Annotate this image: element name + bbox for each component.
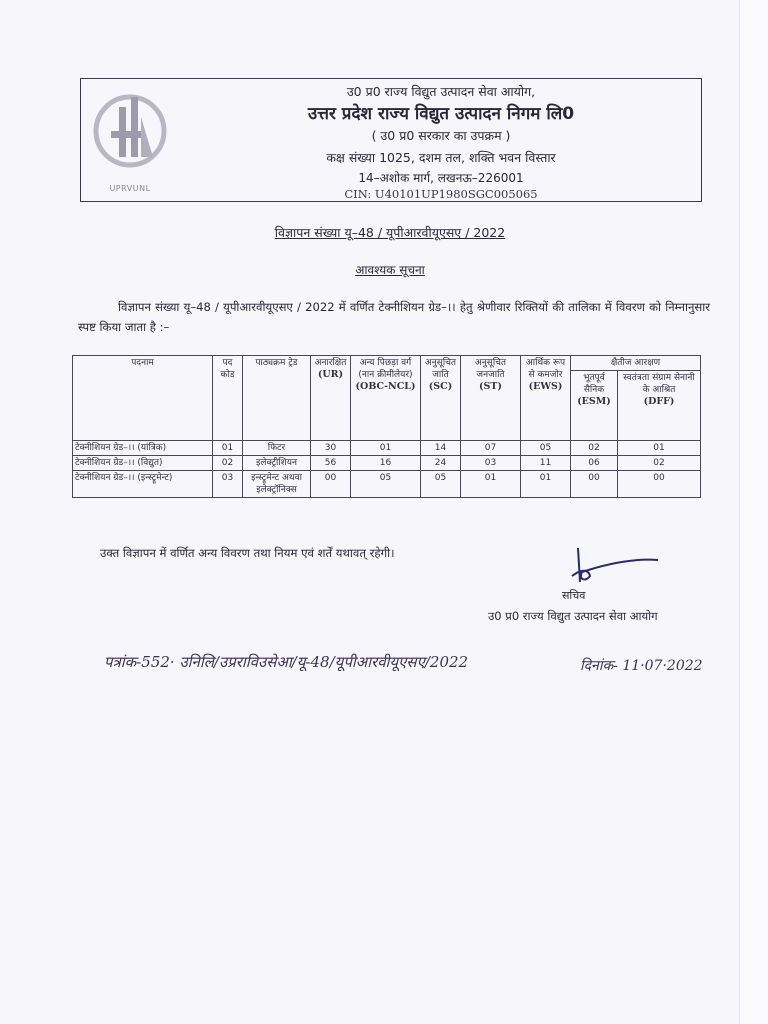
header-trade: पाठ्यक्रम ट्रेड: [243, 356, 311, 441]
letter-date: दिनांक- 11·07·2022: [580, 658, 703, 674]
cell-ews: 11: [521, 456, 571, 471]
letter-reference-number: पत्रांक-552· उनिलि/उप्रराविउसेआ/यू-48/यूपीआरवीयूएसए/2022: [104, 653, 469, 671]
header-esm-hi: भूतपूर्व सैनिक: [583, 373, 605, 395]
cell-dff: 02: [618, 456, 701, 471]
cell-code: 02: [213, 456, 243, 471]
cell-sc: 24: [421, 456, 461, 471]
letterhead: [80, 78, 702, 202]
header-dff: [618, 371, 701, 441]
header-sc-hi: अनुसूचित जाति: [424, 358, 457, 380]
govt-undertaking: ( उ0 प्र0 सरकार का उपक्रम ): [371, 128, 511, 143]
cell-sc: 14: [421, 441, 461, 456]
cell-ur: 30: [311, 441, 351, 456]
cell-st: 01: [461, 471, 521, 498]
header-st: [461, 356, 521, 441]
cell-trade: इन्स्ट्रूमेन्ट अथवा इलेक्ट्रॉनिक्स: [243, 471, 311, 498]
header-post: पदनाम: [73, 356, 213, 441]
header-ur-en: (UR): [317, 369, 344, 380]
table-row: [73, 471, 701, 498]
commission-name: उ0 प्र0 राज्य विद्युत उत्पादन सेवा आयोग,: [346, 84, 536, 99]
remark-text: उक्त विज्ञापन में वर्णित अन्य विवरण तथा नियम एवं शर्तें यथावत् रहेगी।: [100, 546, 395, 560]
logo-emblem-icon: [89, 87, 171, 177]
corporation-name: उत्तर प्रदेश राज्य विद्युत उत्पादन निगम लि0: [307, 104, 575, 124]
cell-sc: 05: [421, 471, 461, 498]
cell-obc: 16: [351, 456, 421, 471]
signatory-organisation: उ0 प्र0 राज्य विद्युत उत्पादन सेवा आयोग: [488, 609, 658, 623]
header-ews-en: (EWS): [528, 381, 563, 392]
cell-st: 03: [461, 456, 521, 471]
header-dff-en: (DFF): [643, 396, 675, 407]
signatory-title: सचिव: [562, 589, 586, 602]
cell-post: टेक्नीशियन ग्रेड–।। (विद्युत): [73, 456, 213, 471]
header-code: पद कोड: [213, 356, 243, 441]
cell-trade: फिटर: [243, 441, 311, 456]
header-obc-hi: अन्य पिछड़ा वर्ग (नान क्रीमीलेयर): [358, 358, 413, 380]
cell-esm: 02: [571, 441, 618, 456]
header-sc-en: (SC): [428, 381, 453, 392]
advertisement-number: विज्ञापन संख्या यू–48 / यूपीआरवीयूएसए / 2022: [274, 225, 506, 240]
cell-ews: 01: [521, 471, 571, 498]
header-sc: [421, 356, 461, 441]
cell-ur: 00: [311, 471, 351, 498]
header-ews: [521, 356, 571, 441]
header-ur-hi: अनारक्षित: [314, 358, 347, 368]
table-row: [73, 456, 701, 471]
header-st-hi: अनुसूचित जनजाति: [474, 358, 507, 380]
cell-post: टेक्नीशियन ग्रेड–।। (इन्स्ट्रूमेन्ट): [73, 471, 213, 498]
header-ur: [311, 356, 351, 441]
page-edge: [739, 0, 768, 1024]
cell-code: 01: [213, 441, 243, 456]
header-obc-en: (OBC-NCL): [355, 381, 416, 392]
cell-esm: 00: [571, 471, 618, 498]
cell-ews: 05: [521, 441, 571, 456]
cell-post: टेक्नीशियन ग्रेड–।। (यांत्रिक): [73, 441, 213, 456]
cell-dff: 01: [618, 441, 701, 456]
cell-obc: 05: [351, 471, 421, 498]
uprvunl-logo: [89, 87, 171, 193]
logo-text: UPRVUNL: [109, 184, 151, 193]
address-line-2: 14–अशोक मार्ग, लखनऊ–226001: [358, 171, 524, 185]
cell-dff: 00: [618, 471, 701, 498]
handwritten-reference: [104, 652, 744, 684]
cell-code: 03: [213, 471, 243, 498]
header-dff-hi: स्वतंत्रता संग्राम सेनानी के आश्रित: [623, 373, 695, 395]
header-ews-hi: आर्थिक रूप से कमजोर: [525, 358, 566, 380]
cell-esm: 06: [571, 456, 618, 471]
header-horizontal: क्षैतीज आरक्षण: [571, 356, 701, 371]
header-esm: [571, 371, 618, 441]
vacancy-table: [72, 355, 701, 498]
address-line-1: कक्ष संख्या 1025, दशम तल, शक्ति भवन विस्तार: [326, 150, 556, 165]
header-esm-en: (ESM): [577, 396, 611, 407]
cell-ur: 56: [311, 456, 351, 471]
notice-title: आवश्यक सूचना: [355, 263, 425, 277]
header-obc: [351, 356, 421, 441]
cell-obc: 01: [351, 441, 421, 456]
cell-trade: इलेक्ट्रीशियन: [243, 456, 311, 471]
header-st-en: (ST): [479, 381, 502, 392]
cin-number: CIN: U40101UP1980SGC005065: [344, 187, 538, 201]
table-row: [73, 441, 701, 456]
notice-body: विज्ञापन संख्या यू–48 / यूपीआरवीयूएसए / 2022 में वर्णित टेक्नीशियन ग्रेड–।। हेतु श्रेणीवार रिक्तियों की तालिका में विवरण को निम्नानुसार स्पष्ट किया जाता है :–: [78, 300, 710, 334]
cell-st: 07: [461, 441, 521, 456]
